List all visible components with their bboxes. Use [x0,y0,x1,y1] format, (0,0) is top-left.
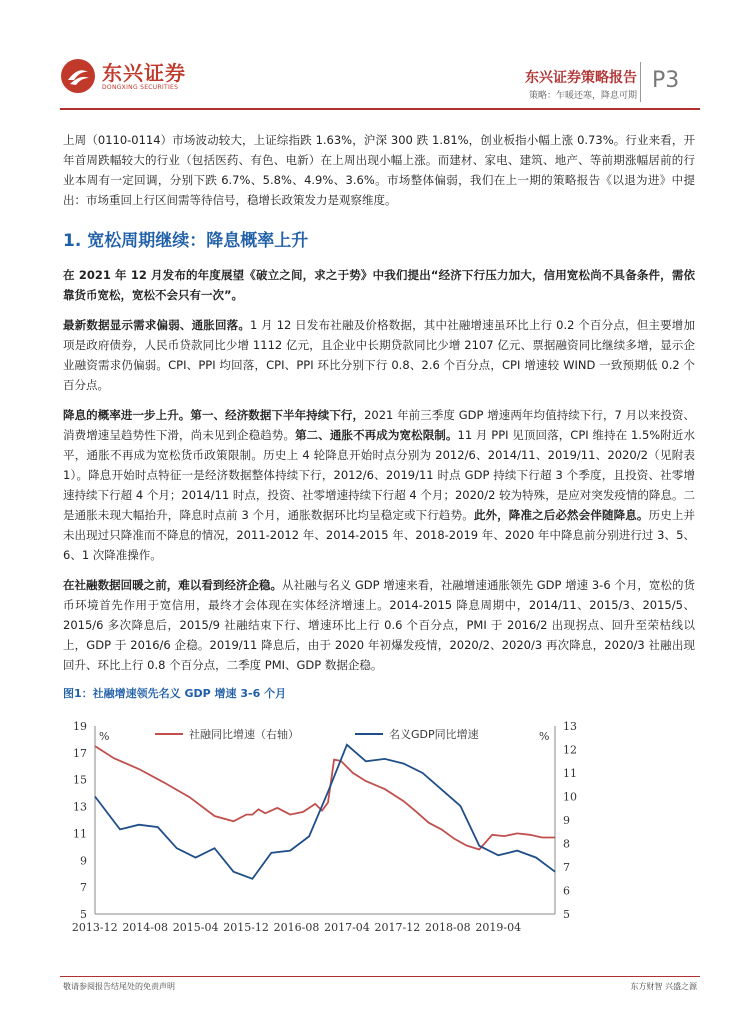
x-tick-label: 2019-04 [475,921,522,934]
intro-paragraph: 上周（0110-0114）市场波动较大，上证综指跌 1.63%，沪深 300 跌 1.81%，创业板指小幅上涨 0.73%。行业来看，开年首周跌幅较大的行业（包括医药、有色、电新）在上周出现小幅上涨。而建材、家电、建筑、地产、等前期涨幅居前的行业本周有一定回调，分别下跌 6.7%、5.8%、4.9%、3.6%。市场整体偏弱，我们在上一期的策略报告《以退为进》中提出：市场重回上行区间需等待信号，稳增长政策发力是观察维度。 [63,133,695,207]
data-paragraph-body: 1 月 12 日发布社融及价格数据，其中社融增速虽环比上行 0.2 个百分点，但主要增加项是政府债券，人民币贷款同比少增 1112 亿元，且企业中长期贷款同比少增 2107 亿元、票据融资同比继续多增，显示企业融资需求仍偏弱。CPI、PPI 均回落，CPI、PPI 环比分别下行 0.8、2.6 个百分点，CPI 增速较 WIND 一致预期低 0.2 个百分点。 [63,318,695,392]
legend-label-0: 社融同比增速（右轴） [189,728,299,741]
section-title: 1. 宽松周期继续：降息概率上升 [63,231,309,251]
x-tick-label: 2015-12 [223,921,269,934]
x-tick-label: 2013-12 [71,921,118,934]
x-tick-label: 2016-08 [273,921,320,934]
left-tick-label: 5 [80,908,87,921]
page-number: P3 [652,68,680,93]
line-chart [55,716,655,946]
report-subtitle: 策略：乍暖还寒，降息可期 [528,91,637,101]
left-unit-label: % [99,730,110,743]
left-tick-label: 19 [73,720,87,733]
outlook-quote-paragraph: 在 2021 年 12 月发布的年度展望《破立之间，求之于势》中我们提出“经济下行压力加大，信用宽松尚不具备条件，需依靠货币宽松，宽松不会只有一次”。 [63,268,695,302]
rate-cut-point-3: 此外，降准之后必然会伴随降息。 [473,508,649,522]
footer-rule [60,976,700,977]
right-tick-label: 6 [563,884,570,898]
logo-chinese-name: 东兴证券 [102,60,186,85]
left-tick-label: 11 [73,827,87,841]
logo-english-name: DONGXING SECURITIES [102,83,179,91]
figure-title: 图1：社融增速领先名义 GDP 增速 3-6 个月 [63,687,287,700]
footer-disclaimer: 敬请参阅报告结尾处的免责声明 [63,982,175,991]
right-tick-label: 13 [563,720,577,733]
rate-cut-text-2: 11 月 PPI 见顶回落，CPI 维持在 1.5%附近水平，通胀不再成为宽松货币政策限制。历史上 4 轮降息开始时点分别为 2012/6、2014/11、2019/11、2020/2（见附表 1）。降息开始时点特征一是经济数据整体持续下行，2012/6、2019/11 时点 GDP 持续下行超 3 个季度，且投资、社零增速持续下行超 4 个月；2014/11 时点，投资、社零增速持续下行超 4 个月；2020/2 较为特殊，是应对突发疫情的降息。二是通胀未现大幅抬升，降息时点前 3 个月，通胀数据环比均呈稳定或下行趋势。 [63,428,696,522]
main-content [63,130,695,701]
rate-cut-text-1: 2021 年前三季度 GDP 增速两年均值持续下行，7 月以来投资、消费增速呈趋势性下滑，尚未见到企稳趋势。 [63,408,696,442]
report-title: 东兴证券策略报告 [525,70,637,86]
rate-cut-point-2: 第二、通胀不再成为宽松限制。 [295,428,458,442]
x-tick-label: 2018-08 [424,921,471,934]
left-tick-label: 9 [80,854,87,868]
credit-paragraph [63,575,695,675]
right-tick-label: 5 [563,908,570,921]
credit-paragraph-body: 从社融与名义 GDP 增速来看，社融增速通胀领先 GDP 增速 3-6 个月，宽松的货币环境首先作用于宽信用，最终才会体现在实体经济增速上。2014-2015 降息周期中，2014/11、2015/3、2015/5、2015/6 多次降息后，2015/9 社融结束下行、增速环比上行 0.6 个百分点，PMI 于 2016/2 出现拐点、回升至荣枯线以上，GDP 于 2016/6 企稳。2019/11 降息后，由于 2020 年初爆发疫情，2020/2、2020/3 再次降息，2020/3 社融出现回升、环比上行 0.8 个百分点，二季度 PMI、GDP 数据企稳。 [63,578,695,672]
x-tick-label: 2015-04 [172,921,219,934]
right-tick-label: 10 [563,790,577,804]
series-line-1 [95,745,555,879]
rate-cut-paragraph [63,405,695,565]
right-tick-label: 11 [563,767,577,780]
right-tick-label: 7 [563,861,570,874]
left-tick-label: 15 [73,773,87,787]
credit-paragraph-lead: 在社融数据回暖之前，难以看到经济企稳。 [63,578,282,592]
right-tick-label: 8 [563,837,570,851]
x-tick-label: 2017-04 [324,921,370,934]
left-tick-label: 17 [73,746,87,760]
page-header [0,0,755,112]
left-tick-label: 13 [73,800,87,814]
header-separator [640,62,641,102]
legend-label-1: 名义GDP同比增速 [389,728,479,741]
right-unit-label: % [539,730,550,743]
data-paragraph [63,315,695,395]
logo-mark-icon [60,58,96,94]
right-tick-label: 12 [563,743,577,757]
company-logo [60,58,186,94]
rate-cut-lead: 降息的概率进一步上升。第一、经济数据下半年持续下行， [63,408,365,422]
x-tick-label: 2014-08 [122,921,169,934]
x-tick-label: 2017-12 [374,921,421,934]
left-tick-label: 7 [80,881,87,895]
data-paragraph-lead: 最新数据显示需求偏弱、通胀回落。 [63,318,251,332]
right-tick-label: 9 [563,814,570,827]
header-rule [60,108,700,110]
rate-cut-text-3: 历史上并未出现过只降准而不降息的情况，2011-2012 年、2014-2015 年、2018-2019 年、2020 年中降息前分别进行过 3、5、6、1 次降准操作。 [63,508,695,562]
footer-slogan: 东方财智 兴盛之源 [630,982,697,991]
